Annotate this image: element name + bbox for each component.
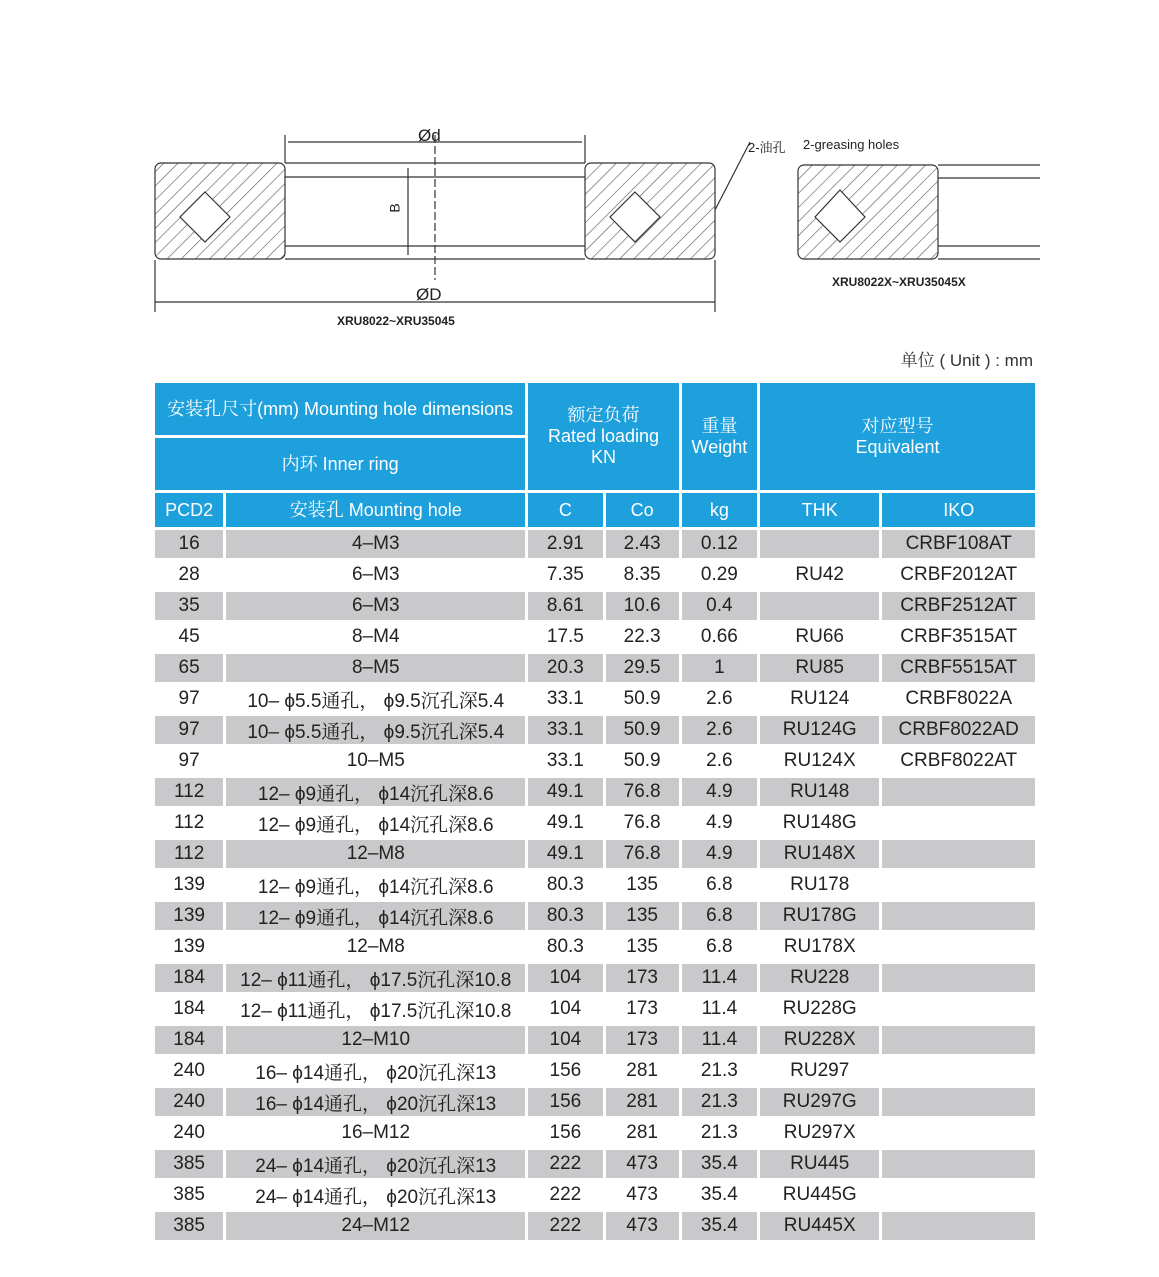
cell-kg: 6.8	[706, 874, 733, 895]
cell-mounting-hole: 12– ϕ11通孔， ϕ17.5沉孔深10.8	[226, 964, 525, 992]
col-header-iko: IKO	[882, 493, 1035, 527]
cell-c: 8.61	[528, 592, 602, 620]
cell-kg: 2.6	[682, 716, 757, 744]
cell-c: 156	[549, 1122, 582, 1143]
col-header-pcd2: PCD2	[155, 493, 223, 527]
cell-pcd2: 112	[173, 812, 205, 833]
cell-pcd2: 385	[155, 1150, 223, 1178]
cell-thk: RU445G	[782, 1184, 857, 1205]
cell-co: 50.9	[606, 716, 679, 744]
cell-pcd2: 139	[173, 936, 205, 957]
cell-thk: RU148X	[760, 840, 879, 868]
cell-c: 156	[549, 1060, 582, 1081]
cell-c: 80.3	[546, 874, 584, 895]
cell-mounting-hole: 6–M3	[351, 564, 400, 585]
table-row	[155, 561, 1035, 589]
cell-c: 222	[549, 1184, 582, 1205]
cell-iko: CRBF2012AT	[900, 564, 1018, 585]
cell-thk: RU445	[760, 1150, 879, 1178]
cell-thk: RU124G	[760, 716, 879, 744]
cell-pcd2: 97	[155, 716, 223, 744]
col-header-c: C	[528, 493, 602, 527]
cell-co: 10.6	[606, 592, 679, 620]
table-row	[155, 716, 1035, 744]
cell-iko	[882, 840, 1035, 868]
cell-kg: 6.8	[706, 936, 733, 957]
table-row	[155, 964, 1035, 992]
caption-right: XRU8022X~XRU35045X	[832, 275, 966, 289]
cell-kg: 6.8	[682, 902, 757, 930]
cell-pcd2: 35	[155, 592, 223, 620]
col-header-co: Co	[606, 493, 679, 527]
table-row	[155, 995, 1035, 1023]
cell-thk: RU148G	[782, 812, 857, 833]
mounting-dims-header: 安装孔尺寸(mm) Mounting hole dimensions	[155, 383, 525, 435]
cell-kg: 0.4	[682, 592, 757, 620]
table-row	[155, 809, 1035, 837]
cell-iko: CRBF8022AD	[882, 716, 1035, 744]
cell-c: 80.3	[546, 936, 584, 957]
cell-kg: 0.12	[682, 530, 757, 558]
col-header-thk: THK	[760, 493, 879, 527]
cell-kg: 2.6	[706, 750, 733, 771]
cell-iko	[882, 1181, 1035, 1209]
cell-co: 281	[626, 1122, 658, 1143]
table-row	[155, 623, 1035, 651]
cell-co: 473	[606, 1212, 679, 1240]
cell-pcd2: 184	[155, 964, 223, 992]
cell-pcd2: 45	[178, 626, 200, 647]
cell-pcd2: 184	[155, 1026, 223, 1054]
cell-mounting-hole: 16– ϕ14通孔， ϕ20沉孔深13	[255, 1062, 497, 1084]
cell-pcd2: 112	[155, 840, 223, 868]
cell-c: 2.91	[528, 530, 602, 558]
cell-pcd2: 112	[155, 778, 223, 806]
cell-thk: RU297G	[760, 1088, 879, 1116]
cell-pcd2: 184	[173, 998, 205, 1019]
table-row	[155, 1150, 1035, 1178]
cell-mounting-hole: 24– ϕ14通孔， ϕ20沉孔深13	[255, 1186, 497, 1208]
cell-co: 29.5	[606, 654, 679, 682]
cell-thk: RU124	[790, 688, 850, 709]
table-row	[155, 1119, 1035, 1147]
cell-iko	[882, 1119, 1035, 1147]
rated-unit: KN	[591, 447, 617, 467]
cell-c: 222	[528, 1150, 602, 1178]
cell-mounting-hole: 12–M10	[226, 1026, 525, 1054]
cell-iko: CRBF5515AT	[882, 654, 1035, 682]
cell-pcd2: 97	[178, 750, 200, 771]
cell-pcd2: 16	[155, 530, 223, 558]
cell-kg: 4.9	[706, 812, 733, 833]
cell-co: 173	[626, 998, 658, 1019]
cell-co: 473	[626, 1184, 658, 1205]
cell-iko: CRBF2512AT	[882, 592, 1035, 620]
cell-kg: 4.9	[682, 840, 757, 868]
cell-mounting-hole: 12–M8	[226, 840, 525, 868]
table-row	[155, 592, 1035, 620]
cell-kg: 0.29	[700, 564, 738, 585]
rated-en: Rated loading	[547, 426, 660, 446]
cell-pcd2: 97	[178, 688, 200, 709]
cell-kg: 4.9	[682, 778, 757, 806]
cell-thk: RU148	[760, 778, 879, 806]
cell-co: 281	[626, 1060, 658, 1081]
cell-thk: RU178	[790, 874, 850, 895]
cell-co: 50.9	[623, 688, 661, 709]
cell-co: 173	[606, 964, 679, 992]
cell-iko	[882, 933, 1035, 961]
cell-iko	[882, 1088, 1035, 1116]
cell-kg: 35.4	[682, 1150, 757, 1178]
cell-iko	[882, 778, 1035, 806]
cell-thk: RU228X	[760, 1026, 879, 1054]
table-row	[155, 1026, 1035, 1054]
cell-mounting-hole: 12–M8	[346, 936, 405, 957]
cell-iko	[882, 995, 1035, 1023]
cell-mounting-hole: 6–M3	[226, 592, 525, 620]
cell-co: 76.8	[606, 840, 679, 868]
cell-iko	[882, 809, 1035, 837]
cell-iko: CRBF3515AT	[900, 626, 1018, 647]
cell-mounting-hole: 8–M4	[351, 626, 400, 647]
cell-mounting-hole: 12– ϕ9通孔， ϕ14沉孔深8.6	[226, 902, 525, 930]
table-row	[155, 747, 1035, 775]
table-row	[155, 778, 1035, 806]
spec-table	[152, 380, 1038, 1243]
cell-co: 22.3	[623, 626, 661, 647]
cell-co: 50.9	[623, 750, 661, 771]
table-row	[155, 654, 1035, 682]
cell-mounting-hole: 10– ϕ5.5通孔， ϕ9.5沉孔深5.4	[226, 716, 525, 744]
cell-c: 104	[549, 998, 582, 1019]
cell-iko	[882, 1057, 1035, 1085]
cell-kg: 11.4	[682, 964, 757, 992]
cell-iko	[882, 871, 1035, 899]
rated-loading-header	[528, 383, 679, 490]
weight-en: Weight	[691, 436, 748, 457]
table-row	[155, 1212, 1035, 1240]
cell-c: 80.3	[528, 902, 602, 930]
cell-mounting-hole: 16–M12	[341, 1122, 411, 1143]
cell-co: 473	[606, 1150, 679, 1178]
cell-c: 49.1	[546, 812, 584, 833]
cell-mounting-hole: 10– ϕ5.5通孔， ϕ9.5沉孔深5.4	[247, 690, 505, 712]
inner-diameter-label: Ød	[418, 126, 441, 145]
cell-kg: 35.4	[700, 1184, 738, 1205]
caption-left: XRU8022~XRU35045	[337, 314, 455, 328]
bearing-cross-section-drawing	[150, 120, 1040, 328]
weight-header	[682, 383, 757, 490]
cell-pcd2: 28	[178, 564, 200, 585]
inner-ring-header: 内环 Inner ring	[155, 438, 525, 490]
greasing-holes-label: 2-greasing holes	[803, 137, 900, 152]
cell-iko	[882, 1212, 1035, 1240]
cell-c: 33.1	[546, 750, 584, 771]
cell-thk: RU178G	[760, 902, 879, 930]
width-label: B	[386, 203, 403, 213]
cell-thk: RU178X	[783, 936, 856, 957]
cell-thk	[760, 592, 879, 620]
table-row	[155, 902, 1035, 930]
cell-mounting-hole: 10–M5	[346, 750, 405, 771]
cell-pcd2: 65	[155, 654, 223, 682]
cell-pcd2: 139	[173, 874, 205, 895]
table-row	[155, 871, 1035, 899]
cell-mounting-hole: 12– ϕ9通孔， ϕ14沉孔深8.6	[257, 876, 494, 898]
cell-c: 7.35	[546, 564, 584, 585]
cell-c: 33.1	[546, 688, 584, 709]
cell-kg: 21.3	[682, 1088, 757, 1116]
table-row	[155, 1057, 1035, 1085]
cell-mounting-hole: 12– ϕ11通孔， ϕ17.5沉孔深10.8	[240, 1000, 512, 1022]
cell-mounting-hole: 4–M3	[226, 530, 525, 558]
cell-kg: 35.4	[682, 1212, 757, 1240]
cell-co: 173	[606, 1026, 679, 1054]
cell-kg: 11.4	[701, 998, 738, 1019]
cell-iko	[882, 902, 1035, 930]
cell-thk: RU42	[795, 564, 844, 585]
cell-kg: 21.3	[700, 1060, 738, 1081]
cell-iko	[882, 1026, 1035, 1054]
cell-thk: RU228G	[782, 998, 857, 1019]
col-header-kg: kg	[682, 493, 757, 527]
cell-pcd2: 240	[173, 1060, 205, 1081]
table-row	[155, 685, 1035, 713]
cell-thk: RU228	[760, 964, 879, 992]
weight-cn: 重量	[701, 415, 738, 436]
cell-c: 17.5	[546, 626, 584, 647]
cell-c: 104	[528, 1026, 602, 1054]
cell-pcd2: 240	[173, 1122, 205, 1143]
oil-hole-label: 2-油孔	[748, 140, 786, 155]
cell-co: 76.8	[606, 778, 679, 806]
cell-mounting-hole: 16– ϕ14通孔， ϕ20沉孔深13	[226, 1088, 525, 1116]
cell-mounting-hole: 24– ϕ14通孔， ϕ20沉孔深13	[226, 1150, 525, 1178]
table-row	[155, 840, 1035, 868]
unit-label: 单位 ( Unit ) : mm	[900, 351, 1033, 370]
cell-co: 8.35	[623, 564, 661, 585]
table-row	[155, 1181, 1035, 1209]
outer-diameter-label: ØD	[416, 285, 442, 304]
cell-c: 156	[528, 1088, 602, 1116]
cell-c: 49.1	[528, 840, 602, 868]
cell-thk: RU297X	[783, 1122, 856, 1143]
cell-iko: CRBF8022A	[905, 688, 1013, 709]
cell-c: 104	[528, 964, 602, 992]
cell-thk: RU85	[760, 654, 879, 682]
cell-pcd2: 139	[155, 902, 223, 930]
cell-thk: RU66	[795, 626, 844, 647]
cell-kg: 1	[682, 654, 757, 682]
cell-kg: 21.3	[700, 1122, 738, 1143]
rated-cn: 额定负荷	[567, 405, 640, 425]
cell-mounting-hole: 8–M5	[226, 654, 525, 682]
cell-co: 135	[626, 874, 658, 895]
cell-co: 135	[606, 902, 679, 930]
cell-pcd2: 240	[155, 1088, 223, 1116]
cell-kg: 11.4	[682, 1026, 757, 1054]
cell-thk	[760, 530, 879, 558]
cell-iko: CRBF108AT	[882, 530, 1035, 558]
cell-c: 49.1	[528, 778, 602, 806]
cell-thk: RU445X	[760, 1212, 879, 1240]
table-row	[155, 530, 1035, 558]
table-row	[155, 933, 1035, 961]
table-row	[155, 1088, 1035, 1116]
cell-co: 2.43	[606, 530, 679, 558]
cell-pcd2: 385	[155, 1212, 223, 1240]
cell-mounting-hole: 24–M12	[226, 1212, 525, 1240]
cell-mounting-hole: 12– ϕ9通孔， ϕ14沉孔深8.6	[226, 778, 525, 806]
cell-thk: RU124X	[783, 750, 856, 771]
cell-iko	[882, 1150, 1035, 1178]
cell-thk: RU297	[790, 1060, 850, 1081]
cell-kg: 0.66	[700, 626, 738, 647]
equivalent-header	[760, 383, 1035, 490]
cell-iko	[882, 964, 1035, 992]
cell-c: 33.1	[528, 716, 602, 744]
cell-mounting-hole: 12– ϕ9通孔， ϕ14沉孔深8.6	[257, 814, 494, 836]
cell-co: 135	[626, 936, 658, 957]
cell-c: 222	[528, 1212, 602, 1240]
cell-co: 281	[606, 1088, 679, 1116]
cell-co: 76.8	[623, 812, 661, 833]
cell-c: 20.3	[528, 654, 602, 682]
equiv-en: Equivalent	[855, 436, 940, 457]
cell-pcd2: 385	[173, 1184, 205, 1205]
equiv-cn: 对应型号	[861, 415, 934, 436]
cell-iko: CRBF8022AT	[900, 750, 1018, 771]
col-header-mounting-hole: 安装孔 Mounting hole	[226, 493, 525, 527]
cell-kg: 2.6	[706, 688, 733, 709]
